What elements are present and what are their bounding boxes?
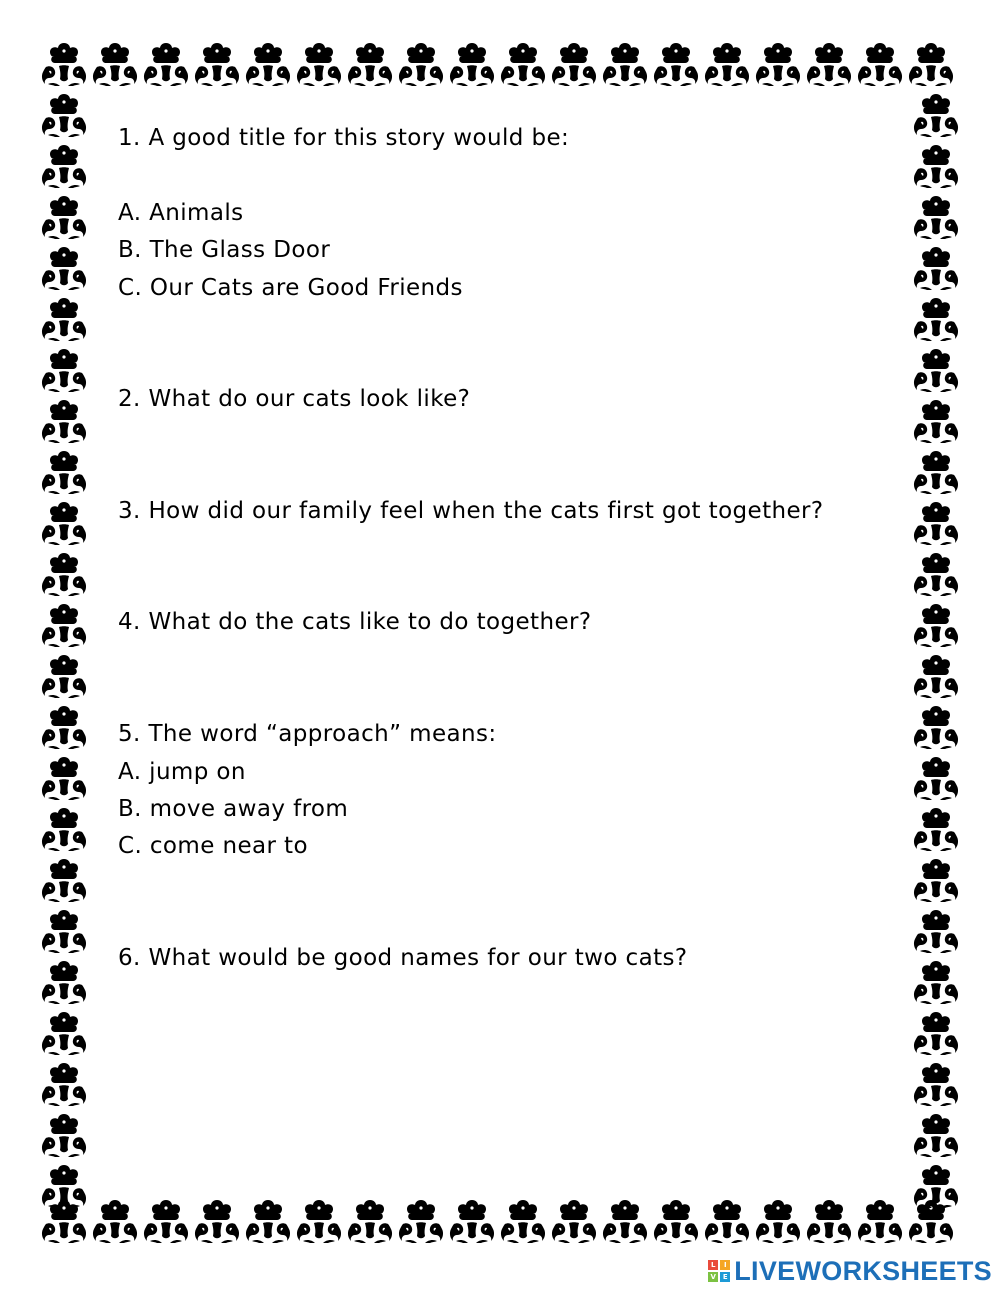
flower-ornament-icon	[912, 91, 960, 139]
flower-ornament-icon	[912, 193, 960, 241]
flower-ornament-icon	[912, 1060, 960, 1108]
flower-ornament-icon	[912, 397, 960, 445]
question-3: 3. How did our family feel when the cats first got together?	[118, 498, 824, 524]
flower-ornament-icon	[448, 1197, 496, 1245]
question-1-option-a: A. Animals	[118, 200, 244, 226]
flower-ornament-icon	[912, 652, 960, 700]
flower-ornament-icon	[912, 601, 960, 649]
flower-ornament-icon	[40, 856, 88, 904]
question-4: 4. What do the cats like to do together?	[118, 609, 592, 635]
flower-ornament-icon	[912, 499, 960, 547]
flower-ornament-icon	[40, 397, 88, 445]
question-1-option-c: C. Our Cats are Good Friends	[118, 275, 463, 301]
flower-ornament-icon	[40, 193, 88, 241]
flower-ornament-icon	[91, 40, 139, 88]
flower-ornament-icon	[912, 703, 960, 751]
logo-letter-v: V	[708, 1272, 718, 1282]
flower-ornament-icon	[912, 448, 960, 496]
flower-ornament-icon	[499, 40, 547, 88]
flower-ornament-icon	[40, 1111, 88, 1159]
question-1-option-b: B. The Glass Door	[118, 237, 331, 263]
flower-ornament-icon	[703, 1197, 751, 1245]
flower-ornament-icon	[912, 754, 960, 802]
flower-ornament-icon	[448, 40, 496, 88]
flower-ornament-icon	[912, 244, 960, 292]
question-2: 2. What do our cats look like?	[118, 386, 471, 412]
flower-ornament-icon	[40, 295, 88, 343]
flower-ornament-icon	[912, 907, 960, 955]
flower-ornament-icon	[912, 805, 960, 853]
flower-ornament-icon	[40, 907, 88, 955]
flower-ornament-icon	[805, 1197, 853, 1245]
flower-ornament-icon	[601, 40, 649, 88]
question-5-option-c: C. come near to	[118, 833, 308, 859]
flower-ornament-icon	[856, 1197, 904, 1245]
logo-text: LIVEWORKSHEETS	[734, 1255, 992, 1286]
flower-ornament-icon	[652, 40, 700, 88]
flower-ornament-icon	[40, 1009, 88, 1057]
flower-ornament-icon	[912, 856, 960, 904]
flower-ornament-icon	[346, 1197, 394, 1245]
logo-letter-i: I	[720, 1260, 730, 1270]
flower-ornament-icon	[912, 550, 960, 598]
flower-ornament-icon	[499, 1197, 547, 1245]
flower-ornament-icon	[912, 142, 960, 190]
flower-ornament-icon	[397, 1197, 445, 1245]
flower-ornament-icon	[907, 40, 955, 88]
logo-blocks-icon	[708, 1260, 730, 1282]
flower-ornament-icon	[40, 1162, 88, 1210]
question-5-option-a: A. jump on	[118, 759, 246, 785]
flower-ornament-icon	[652, 1197, 700, 1245]
flower-ornament-icon	[40, 754, 88, 802]
flower-ornament-icon	[40, 346, 88, 394]
flower-ornament-icon	[550, 40, 598, 88]
question-6: 6. What would be good names for our two cats?	[118, 945, 688, 971]
flower-ornament-icon	[244, 1197, 292, 1245]
flower-ornament-icon	[142, 1197, 190, 1245]
flower-ornament-icon	[40, 1060, 88, 1108]
flower-ornament-icon	[912, 1162, 960, 1210]
flower-ornament-icon	[40, 448, 88, 496]
flower-ornament-icon	[346, 40, 394, 88]
question-1: 1. A good title for this story would be:	[118, 125, 570, 151]
flower-ornament-icon	[397, 40, 445, 88]
flower-ornament-icon	[912, 295, 960, 343]
flower-ornament-icon	[912, 346, 960, 394]
flower-ornament-icon	[912, 958, 960, 1006]
flower-ornament-icon	[40, 550, 88, 598]
flower-ornament-icon	[40, 703, 88, 751]
flower-ornament-icon	[40, 958, 88, 1006]
flower-ornament-icon	[805, 40, 853, 88]
liveworksheets-logo[interactable]	[708, 1254, 992, 1288]
flower-ornament-icon	[601, 1197, 649, 1245]
flower-ornament-icon	[142, 40, 190, 88]
flower-ornament-icon	[40, 499, 88, 547]
flower-ornament-icon	[40, 91, 88, 139]
flower-ornament-icon	[193, 1197, 241, 1245]
flower-ornament-icon	[193, 40, 241, 88]
flower-ornament-icon	[91, 1197, 139, 1245]
flower-ornament-icon	[40, 601, 88, 649]
flower-ornament-icon	[40, 40, 88, 88]
question-5-option-b: B. move away from	[118, 796, 349, 822]
flower-ornament-icon	[295, 1197, 343, 1245]
flower-ornament-icon	[754, 40, 802, 88]
question-5: 5. The word “approach” means:	[118, 721, 497, 747]
logo-letter-l: L	[708, 1260, 718, 1270]
flower-ornament-icon	[856, 40, 904, 88]
flower-ornament-icon	[912, 1111, 960, 1159]
flower-ornament-icon	[912, 1009, 960, 1057]
flower-ornament-icon	[295, 40, 343, 88]
flower-ornament-icon	[754, 1197, 802, 1245]
logo-letter-e: E	[720, 1272, 730, 1282]
flower-ornament-icon	[550, 1197, 598, 1245]
flower-ornament-icon	[40, 805, 88, 853]
flower-ornament-icon	[40, 244, 88, 292]
flower-ornament-icon	[40, 652, 88, 700]
flower-ornament-icon	[40, 142, 88, 190]
flower-ornament-icon	[244, 40, 292, 88]
flower-ornament-icon	[703, 40, 751, 88]
